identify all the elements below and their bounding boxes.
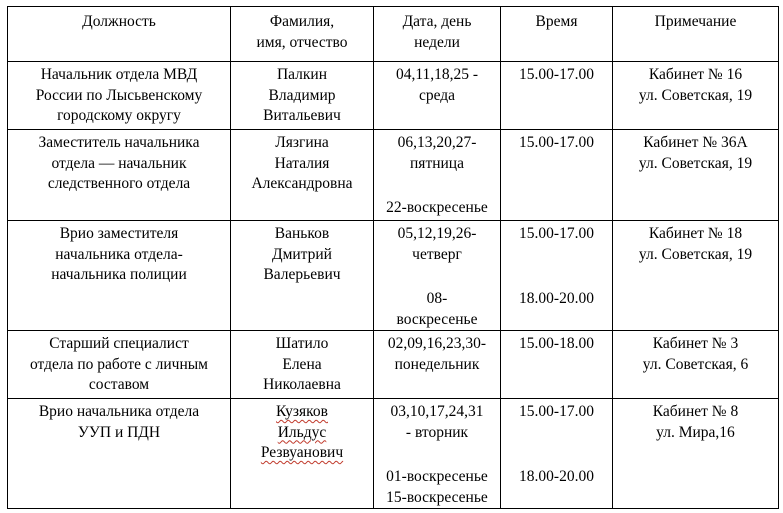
time-cell: 15.00-17.00 18.00-20.00: [501, 399, 613, 509]
table-row: [8, 221, 779, 331]
date-cell: 03,10,17,24,31 - вторник 01-воскресенье 15-воскресенье: [374, 399, 501, 509]
note-cell: Кабинет № 3 ул. Советская, 6: [613, 331, 779, 399]
schedule-table: [7, 6, 779, 509]
spacer: [376, 265, 498, 289]
date-cell: 05,12,19,26- четверг 08- воскресенье: [374, 221, 501, 331]
date-cell: 02,09,16,23,30- понедельник: [374, 331, 501, 399]
table-row: [8, 399, 779, 509]
time-cell: 15.00-17.00: [501, 130, 613, 221]
date-cell: 04,11,18,25 - среда: [374, 62, 501, 130]
time-cell: 15.00-17.00 18.00-20.00: [501, 221, 613, 331]
header-note: Примечание: [613, 7, 779, 62]
note-cell: Кабинет № 36А ул. Советская, 19: [613, 130, 779, 221]
name-cell: Шатило Елена Николаевна: [231, 331, 374, 399]
time-cell: 15.00-18.00: [501, 331, 613, 399]
note-cell: Кабинет № 18 ул. Советская, 19: [613, 221, 779, 331]
position-cell: Врио заместителя начальника отдела- начальника полиции: [8, 221, 231, 331]
name-cell: Палкин Владимир Витальевич: [231, 62, 374, 130]
spellcheck-underlined-text: Резвуанович: [260, 444, 344, 461]
spacer: [376, 174, 498, 198]
header-name: Фамилия, имя, отчество: [231, 7, 374, 62]
time-cell: 15.00-17.00: [501, 62, 613, 130]
position-cell: Старший специалист отдела по работе с личным составом: [8, 331, 231, 399]
header-position: Должность: [8, 7, 231, 62]
note-cell: Кабинет № 16 ул. Советская, 19: [613, 62, 779, 130]
table-row: [8, 130, 779, 221]
header-date: Дата, день недели: [374, 7, 501, 62]
spellcheck-underlined-text: Кузяков: [276, 403, 328, 420]
name-cell: Ваньков Дмитрий Валерьевич: [231, 221, 374, 331]
header-time: Время: [501, 7, 613, 62]
name-cell: Лязгина Наталия Александровна: [231, 130, 374, 221]
spacer: [503, 245, 610, 289]
position-cell: Заместитель начальника отдела — начальник следственного отдела: [8, 130, 231, 221]
spellcheck-underlined-text: Ильдус: [277, 423, 327, 441]
spacer: [503, 423, 610, 467]
spacer: [376, 443, 498, 467]
name-cell: [231, 399, 374, 509]
date-cell: 06,13,20,27- пятница 22-воскресенье: [374, 130, 501, 221]
header-row: [8, 7, 779, 62]
position-cell: Врио начальника отдела УУП и ПДН: [8, 399, 231, 509]
table-row: [8, 331, 779, 399]
table-row: [8, 62, 779, 130]
position-cell: Начальник отдела МВД России по Лысьвенскому городскому округу: [8, 62, 231, 130]
note-cell: Кабинет № 8 ул. Мира,16: [613, 399, 779, 509]
